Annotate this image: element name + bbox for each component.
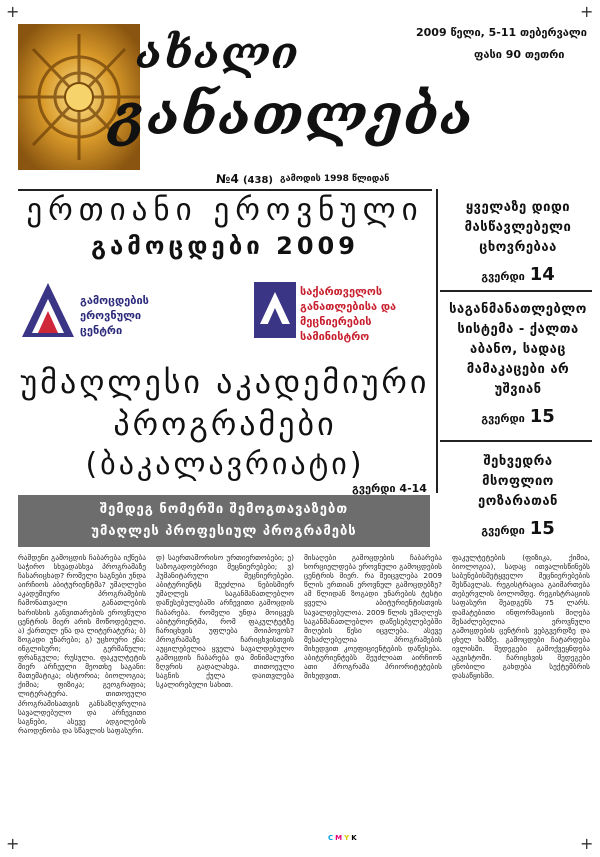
sidebar-story-title: შეხვედრა მსოფლიო ეოზარათან (478, 454, 558, 509)
programs-line1: უმაღლესი აკადემიური (20, 363, 430, 401)
crop-mark-bottom-right: + (580, 834, 594, 853)
issue-price: ფასი 90 თეთრი (474, 48, 565, 61)
article-column-3: მისაღები გამოცდების ჩაბარება ხორციელდება ეროვნული გამოცდების ცენტრის მიერ. რა შეიცვლება 2009 წლის ერთიან ეროვნულ გამოცდებზე? ამ წლიდან ზოგადი უნარების ტესტი ყველა აბიტურიენტისთვის სავალდებულოა. 2009 წლის უმაღლეს საგანმანათლებლო დაწესებულებებში მიღების წესი იცვლება. ასევე შესაძლებელია პროგრამების მიხედვით კოეფიციენტების დაწესება. აბიტურიენტებს შეუძლიათ აირჩიონ ათი პროგრამა პრიორიტეტების მიხედვით. (304, 553, 442, 681)
sidebar-story-page (446, 264, 590, 285)
crop-mark-top-left: + (6, 2, 20, 21)
issue-date: 2009 წელი, 5-11 თებერვალი (416, 26, 587, 39)
since-year: გამოდის 1998 წლიდან (280, 174, 390, 184)
masthead-title-line1: ახალი (136, 28, 300, 79)
article-column-1: რამდენი გამოცდის ჩაბარება იქნება საჭირო სხვადასხვა პროგრამაზე ჩასარიცხად? რომელი საგნები უნდა აირჩიოს აბიტურიენტმა? უმაღლესი აკადემიური პროგრამების ჩამონათვალი განათლების ხარისხის განვითარების ეროვნული ცენტრის მიერ არის მოწოდებული. ა) ქართულ ენა და ლიტერატურა; ბ) ზოგადი უნარები; გ) უცხოური ენა: ინგლისური; გერმანული; ფრანგული; რუსული. ფაკულტეტის მიერ არჩეული მეოთხე საგანი: მათემატიკა; ისტორია; ბიოლოგია; ქიმია; ფიზიკა; გეოგრაფია; ლიტერატურა. თითოეული პროგრამისათვის განსაზღვრულია სავალდებულო და არჩევითი საგნები, ასევე ადგილების რაოდენობა და სწავლის საფასური. (18, 553, 146, 735)
sidebar-story-title: საგანმანათლებლო სისტემა - ქალთა აბანო, სადაც მამაკაცები არ უშვიან (449, 302, 587, 397)
sidebar-story-2[interactable] (446, 300, 590, 427)
banner-line1: შემდეგ ნომერში შემოგთავაზებთ (99, 502, 349, 517)
page-number: 14 (529, 264, 555, 285)
page-number: 15 (529, 518, 555, 539)
issue-total: (438) (242, 175, 273, 186)
issue-no: №4 (216, 172, 239, 186)
article-column-4: ფაკულტეტების (ფიზიკა, ქიმია, ბიოლოგია), სადაც ითვალისწინებს საბუნებისმეტყველო მეცნიერებების შესწავლას. რეგისტრაცია გაიმართება თებერვლის ბოლომდე. რეგისტრაციის საფასური შეადგენს 75 ლარს. დამატებითი ინფორმაციის მიღება შესაძლებელია ეროვნული გამოცდების ცენტრის ვებგვერდზე და ცხელ ხაზზე. გამოცდები ჩატარდება ივლისში. შედეგები გამოქვეყნდება აგვისტოში. ჩარიცხვის შედეგები ცნობილი გახდება სექტემბრის დასაწყისში. (452, 553, 590, 681)
crop-mark-bottom-left: + (6, 834, 20, 853)
issue-number (216, 172, 273, 186)
headline-line2: გამოცდები 2009 (91, 232, 359, 260)
cmyk-registration-mark: CMYK (328, 834, 359, 842)
sidebar-divider (436, 189, 438, 493)
page-label: გვერდი (481, 524, 525, 537)
next-issue-banner (18, 495, 430, 547)
masthead-rule (18, 189, 432, 191)
crop-mark-top-right: + (580, 2, 594, 21)
page-label: გვერდი (481, 270, 525, 283)
article-column-2: დ) საერთაშორისო ურთიერთობები; ე) საზოგადოებრივი მეცნიერებები; ვ) ჰუმანიტარული მეცნიერებები. აბიტურიენტს შეუძლია ნებისმიერ უმაღლეს საგანმანათლებლო დაწესებულებაში არჩევითი გამოცდის ჩაბარება. რომელი უნდა მოიცვეს აბიტურიენტმა, რომ ფაკულტეტზე ჩარიცხვის უფლება მოიპოვოს? პროგრამაზე ჩარიცხვისთვის აუცილებელია ყველა სავალდებულო გამოცდის ჩაბარება და მინიმალური ზღვრის გადალახვა. თითოეული საგნის ქულა დაითვლება სკალირებული სახით. (156, 553, 294, 690)
sidebar-rule-1 (440, 290, 592, 292)
sidebar-rule-2 (440, 440, 592, 442)
programs-line2: პროგრამები (113, 405, 337, 443)
page-number: 15 (529, 406, 555, 427)
org-exam-center: გამოცდების ეროვნული ცენტრი (80, 294, 149, 337)
sidebar-story-page (446, 518, 590, 539)
programs-page: გვერდი 4-14 (352, 482, 427, 495)
org-ministry: საქართველოს განათლებისა და მეცნიერების სამინისტრო (300, 285, 397, 343)
sidebar-story-1[interactable] (446, 198, 590, 285)
ministry-logo-icon (254, 282, 296, 338)
banner-line2: უმაღლეს პროფესიულ პროგრამებს (91, 524, 357, 539)
exam-center-logo-icon (20, 281, 76, 339)
sidebar-story-title: ყველაზე დიდი მასწავლებელი ცხოვრებაა (464, 200, 572, 255)
headline-line1: ერთიანი ეროვნული (26, 192, 424, 228)
sidebar-story-3[interactable] (446, 452, 590, 539)
sidebar-story-page (446, 406, 590, 427)
page-label: გვერდი (481, 412, 525, 425)
masthead-title-line2: განათლება (110, 82, 475, 148)
programs-line3: (ბაკალავრიატი) (85, 447, 365, 482)
